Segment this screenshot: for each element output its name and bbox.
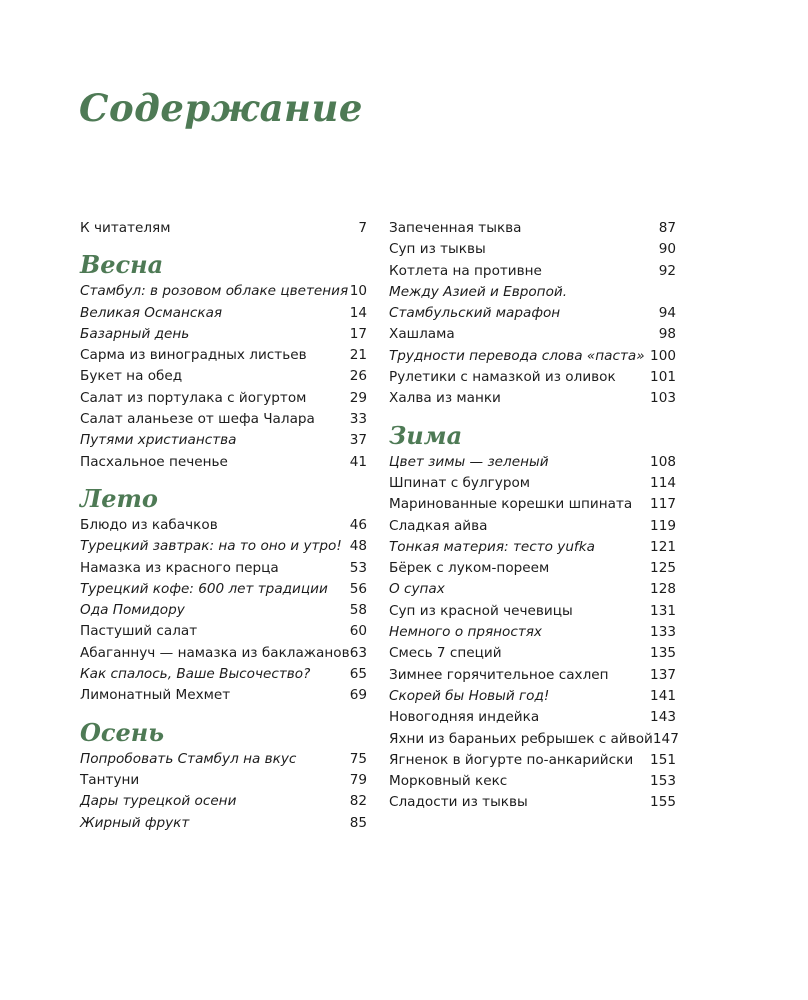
toc-entry-title: Путями христианства bbox=[80, 432, 237, 449]
toc-entry-title: Цвет зимы — зеленый bbox=[389, 453, 549, 470]
toc-entry[interactable] bbox=[389, 239, 676, 260]
toc-entry-page: 151 bbox=[650, 751, 676, 768]
toc-entry[interactable] bbox=[389, 473, 676, 494]
toc-entry-title: Турецкий кофе: 600 лет традиции bbox=[80, 580, 328, 597]
toc-entry-page: 65 bbox=[349, 666, 367, 683]
toc-entry-title: Рулетики с намазкой из оливок bbox=[389, 369, 616, 386]
toc-entry[interactable] bbox=[80, 515, 367, 536]
toc-entry[interactable] bbox=[389, 686, 676, 707]
toc-entry[interactable] bbox=[389, 516, 676, 537]
toc-entry-page: 85 bbox=[349, 814, 367, 831]
toc-entry[interactable] bbox=[80, 324, 367, 345]
toc-entry-title: Букет на обед bbox=[80, 368, 183, 385]
toc-entry[interactable] bbox=[389, 261, 676, 282]
toc-entry-page: 63 bbox=[349, 644, 367, 661]
toc-entry[interactable] bbox=[389, 367, 676, 388]
toc-entry[interactable] bbox=[389, 452, 676, 473]
toc-entry-page: 14 bbox=[349, 304, 367, 321]
toc-entry[interactable] bbox=[80, 791, 367, 812]
toc-entry-page: 125 bbox=[650, 560, 676, 577]
toc-entry-page: 56 bbox=[349, 580, 367, 597]
toc-entry-page: 135 bbox=[650, 645, 676, 662]
toc-entry[interactable] bbox=[389, 282, 676, 303]
toc-entry-title: Ода Помидору bbox=[80, 602, 185, 619]
toc-entry-page: 114 bbox=[650, 474, 676, 491]
toc-entry-page: 131 bbox=[650, 602, 676, 619]
toc-right-column bbox=[389, 218, 679, 814]
toc-entry-title: Попробовать Стамбул на вкус bbox=[80, 750, 297, 767]
toc-entry[interactable] bbox=[389, 537, 676, 558]
toc-entry[interactable] bbox=[389, 346, 676, 367]
toc-entry-page: 103 bbox=[650, 390, 676, 407]
toc-entry-title: Абаганнуч — намазка из баклажанов bbox=[80, 644, 350, 661]
toc-entry-title: Шпинат с булгуром bbox=[389, 474, 531, 491]
toc-entry-page: 143 bbox=[650, 709, 676, 726]
toc-entry[interactable] bbox=[80, 558, 367, 579]
toc-entry-title: О супах bbox=[389, 581, 445, 598]
toc-entry-title: Бёрек с луком-пореем bbox=[389, 560, 550, 577]
toc-entry-title: Скорей бы Новый год! bbox=[389, 687, 550, 704]
toc-entry[interactable] bbox=[80, 303, 367, 324]
toc-entry[interactable] bbox=[80, 600, 367, 621]
toc-entry-page: 7 bbox=[358, 220, 367, 236]
toc-entry-page: 147 bbox=[652, 730, 679, 747]
toc-entry-title: Базарный день bbox=[80, 325, 190, 342]
toc-entry-title: Немного о пряностях bbox=[389, 624, 542, 641]
toc-entry-title: Дары турецкой осени bbox=[80, 793, 237, 810]
season-heading: Весна bbox=[80, 250, 164, 280]
toc-entry-title: Намазка из красного перца bbox=[80, 559, 279, 576]
page-title: Содержание bbox=[79, 86, 363, 130]
toc-entry-title: Новогодняя индейка bbox=[389, 709, 540, 726]
toc-entry[interactable] bbox=[80, 749, 367, 770]
toc-entry[interactable] bbox=[389, 665, 676, 686]
toc-entry-title: Хашлама bbox=[389, 326, 455, 343]
toc-entry-title: Морковный кекс bbox=[389, 773, 508, 790]
toc-entry[interactable] bbox=[80, 281, 367, 302]
section-spacer bbox=[80, 239, 367, 249]
toc-entry-page: 21 bbox=[349, 347, 367, 364]
toc-entry-page: 133 bbox=[650, 624, 676, 641]
toc-entry-title: Тонкая материя: тесто yufka bbox=[389, 538, 595, 555]
toc-entry-title: Тантуни bbox=[80, 771, 140, 788]
toc-entry[interactable] bbox=[80, 770, 367, 791]
toc-entry-title: Между Азией и Европой. bbox=[389, 283, 568, 300]
toc-entry-title: Сарма из виноградных листьев bbox=[80, 347, 307, 364]
toc-entry-page: 82 bbox=[349, 793, 367, 810]
toc-entry-title: Запеченная тыква bbox=[389, 220, 522, 236]
toc-entry-title: Стамбульский марафон bbox=[389, 305, 561, 322]
toc-entry-title: Суп из красной чечевицы bbox=[389, 602, 573, 619]
toc-entry[interactable] bbox=[389, 579, 676, 600]
toc-entry-title: Салат из портулака с йогуртом bbox=[80, 389, 307, 406]
toc-entry[interactable] bbox=[80, 643, 367, 664]
toc-entry[interactable] bbox=[80, 452, 367, 473]
toc-entry-page: 121 bbox=[650, 538, 676, 555]
toc-entry[interactable] bbox=[389, 792, 676, 813]
toc-entry-page: 90 bbox=[658, 241, 676, 258]
toc-entry-title: К читателям bbox=[80, 220, 171, 236]
toc-entry[interactable] bbox=[389, 643, 676, 664]
toc-entry-title: Великая Османская bbox=[80, 304, 223, 321]
toc-entry-page: 10 bbox=[349, 283, 367, 300]
toc-left-column bbox=[80, 218, 367, 834]
toc-entry-title: Маринованные корешки шпината bbox=[389, 496, 633, 513]
toc-entry-page: 75 bbox=[349, 750, 367, 767]
toc-entry-page: 108 bbox=[650, 453, 676, 470]
toc-entry[interactable] bbox=[389, 771, 676, 792]
toc-entry-page: 87 bbox=[658, 220, 676, 236]
toc-entry-page: 79 bbox=[349, 771, 367, 788]
toc-entry[interactable] bbox=[80, 388, 367, 409]
toc-entry-title: Котлета на противне bbox=[389, 262, 542, 279]
toc-entry[interactable] bbox=[80, 218, 367, 239]
toc-entry-page: 94 bbox=[658, 305, 676, 322]
toc-entry-title: Блюдо из кабачков bbox=[80, 516, 218, 533]
toc-entry[interactable] bbox=[389, 218, 676, 239]
toc-entry-page: 41 bbox=[349, 453, 367, 470]
toc-entry[interactable] bbox=[389, 494, 676, 515]
toc-entry[interactable] bbox=[389, 729, 679, 750]
toc-entry-title: Пасхальное печенье bbox=[80, 453, 228, 470]
toc-entry[interactable] bbox=[80, 621, 367, 642]
toc-entry-title: Зимнее горячительное сахлеп bbox=[389, 666, 609, 683]
toc-entry-page: 141 bbox=[650, 687, 676, 704]
toc-entry-title: Сладости из тыквы bbox=[389, 794, 528, 811]
toc-entry-title: Яхни из бараньих ребрышек с айвой bbox=[389, 730, 653, 747]
toc-entry-title: Халва из манки bbox=[389, 390, 501, 407]
toc-entry-page: 48 bbox=[349, 538, 367, 555]
toc-entry-page: 153 bbox=[650, 773, 676, 790]
toc-entry-page: 128 bbox=[650, 581, 676, 598]
toc-entry-page: 33 bbox=[349, 411, 367, 428]
toc-entry-page: 98 bbox=[658, 326, 676, 343]
season-heading: Осень bbox=[80, 717, 165, 747]
toc-entry-title: Пастуший салат bbox=[80, 623, 198, 640]
toc-entry-title: Лимонатный Мехмет bbox=[80, 687, 231, 704]
toc-entry-page: 58 bbox=[349, 602, 367, 619]
toc-entry[interactable] bbox=[80, 685, 367, 706]
toc-entry[interactable] bbox=[80, 536, 367, 557]
toc-entry[interactable] bbox=[389, 303, 676, 324]
toc-entry-title: Турецкий завтрак: на то оно и утро! bbox=[80, 538, 342, 555]
toc-entry-title: Суп из тыквы bbox=[389, 241, 486, 258]
toc-entry-page: 60 bbox=[349, 623, 367, 640]
toc-entry-page: 117 bbox=[650, 496, 676, 513]
toc-entry-page: 29 bbox=[349, 389, 367, 406]
toc-entry[interactable] bbox=[80, 813, 367, 834]
toc-entry-title: Стамбул: в розовом облаке цветения bbox=[80, 283, 349, 300]
toc-entry-title: Смесь 7 специй bbox=[389, 645, 502, 662]
toc-entry-page: 53 bbox=[349, 559, 367, 576]
toc-entry-title: Жирный фрукт bbox=[80, 814, 190, 831]
season-heading: Зима bbox=[389, 420, 463, 450]
toc-entry[interactable] bbox=[389, 707, 676, 728]
toc-entry[interactable] bbox=[80, 366, 367, 387]
toc-entry-title: Как спалось, Ваше Высочество? bbox=[80, 666, 311, 683]
toc-entry-title: Салат аланьезе от шефа Чалара bbox=[80, 411, 315, 428]
section-spacer bbox=[80, 707, 367, 717]
toc-entry[interactable] bbox=[389, 622, 676, 643]
toc-entry-page: 17 bbox=[349, 325, 367, 342]
toc-entry-page: 37 bbox=[349, 432, 367, 449]
season-heading: Лето bbox=[80, 483, 158, 513]
section-spacer bbox=[80, 473, 367, 483]
toc-entry-page: 155 bbox=[650, 794, 676, 811]
section-spacer bbox=[389, 410, 676, 420]
toc-entry[interactable] bbox=[80, 664, 367, 685]
toc-entry[interactable] bbox=[80, 409, 367, 430]
toc-entry[interactable] bbox=[80, 430, 367, 451]
toc-entry-page: 119 bbox=[650, 517, 676, 534]
toc-entry-page: 26 bbox=[349, 368, 367, 385]
toc-entry-page: 69 bbox=[349, 687, 367, 704]
toc-entry-title: Трудности перевода слова «паста» bbox=[389, 347, 645, 364]
toc-entry-page: 100 bbox=[650, 347, 676, 364]
toc-entry[interactable] bbox=[389, 750, 676, 771]
toc-entry-title: Сладкая айва bbox=[389, 517, 488, 534]
toc-entry[interactable] bbox=[389, 388, 676, 409]
toc-entry[interactable] bbox=[389, 324, 676, 345]
toc-entry-page: 92 bbox=[658, 262, 676, 279]
toc-entry[interactable] bbox=[80, 579, 367, 600]
toc-entry[interactable] bbox=[80, 345, 367, 366]
toc-entry[interactable] bbox=[389, 601, 676, 622]
toc-entry-page: 46 bbox=[349, 516, 367, 533]
toc-entry-title: Ягненок в йогурте по-анкарийски bbox=[389, 751, 634, 768]
toc-entry-page: 101 bbox=[650, 369, 676, 386]
toc-entry[interactable] bbox=[389, 558, 676, 579]
toc-entry-page: 137 bbox=[650, 666, 676, 683]
